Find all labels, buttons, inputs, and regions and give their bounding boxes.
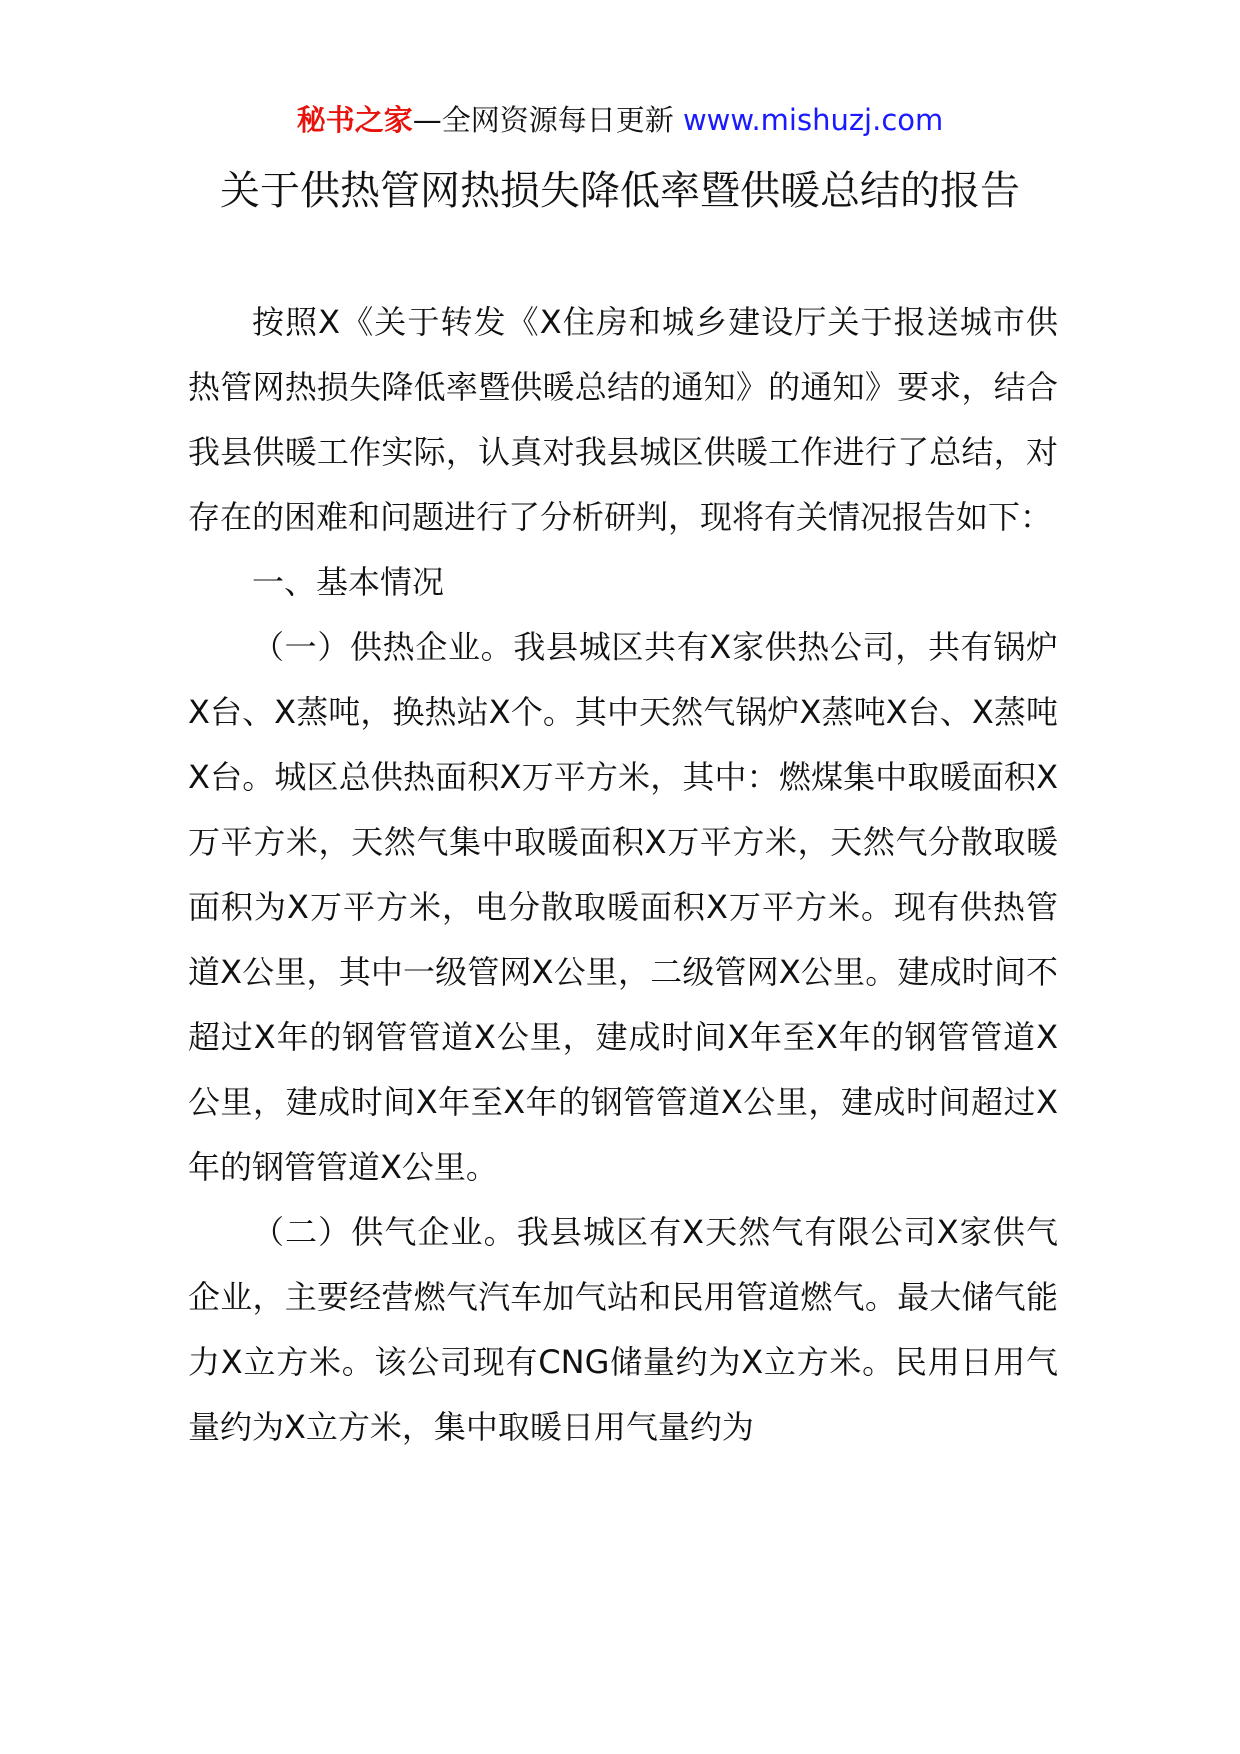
intro-paragraph: 按照X《关于转发《X住房和城乡建设厅关于报送城市供热管网热损失降低率暨供暖总结的通知》的通知》要求，结合我县供暖工作实际，认真对我县城区供暖工作进行了总结，对存在的困难和问题进行了分析研判，现将有关情况报告如下： xyxy=(188,303,1058,536)
site-url-link[interactable]: www.mishuzj.com xyxy=(682,103,944,137)
paragraph-gas-enterprises: （二）供气企业。我县城区有X天然气有限公司X家供气企业，主要经营燃气汽车加气站和民用管道燃气。最大储气能力X立方米。该公司现有CNG储量约为X立方米。民用日用气量约为X立方米，集中取暖日用气量约为 xyxy=(188,1213,1058,1446)
document-body xyxy=(188,290,1058,1460)
section-heading-basic-situation: 一、基本情况 xyxy=(252,563,445,601)
brand-name: 秘书之家 xyxy=(296,103,413,137)
paragraph-heating-enterprises: （一）供热企业。我县城区共有X家供热公司，共有锅炉X台、X蒸吨，换热站X个。其中天然气锅炉X蒸吨X台、X蒸吨X台。城区总供热面积X万平方米，其中：燃煤集中取暖面积X万平方米，天然气集中取暖面积X万平方米，天然气分散取暖面积为X万平方米，电分散取暖面积X万平方米。现有供热管道X公里，其中一级管网X公里，二级管网X公里。建成时间不超过X年的钢管管道X公里，建成时间X年至X年的钢管管道X公里，建成时间X年至X年的钢管管道X公里，建成时间超过X年的钢管管道X公里。 xyxy=(188,628,1058,1186)
header-tagline: —全网资源每日更新 xyxy=(412,103,683,137)
site-header xyxy=(0,100,1240,140)
document-title: 关于供热管网热损失降低率暨供暖总结的报告 xyxy=(220,168,1020,214)
